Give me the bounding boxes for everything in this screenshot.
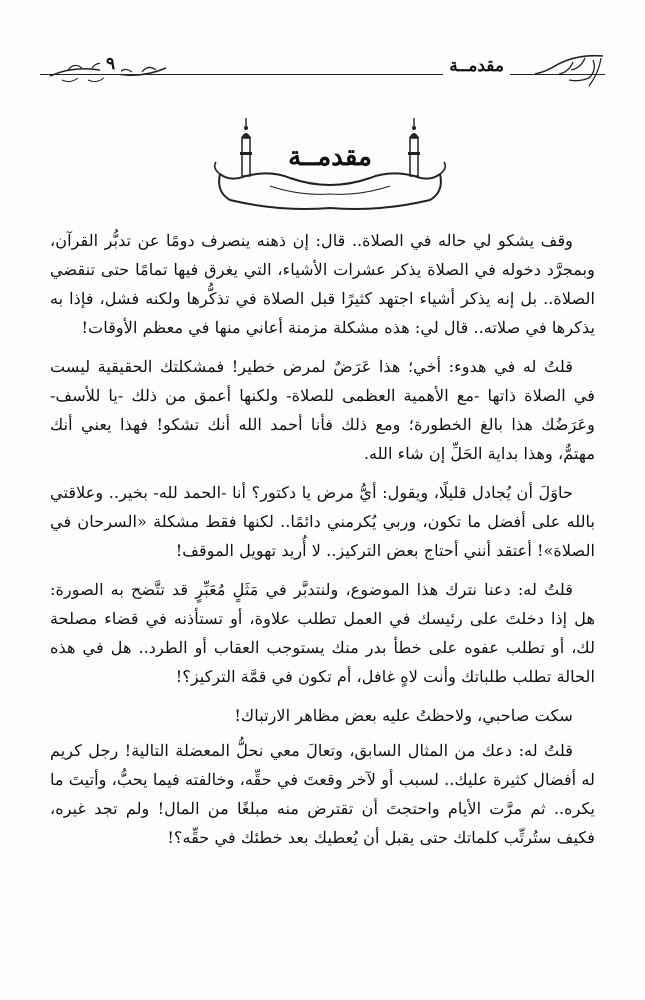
- paragraph: قلتُ له: دعنا نترك هذا الموضوع، ولنتدبَّر في مَثَلٍ مُعَبِّرٍ قد تتَّضح به الصورة: هل إذا دخلتَ على رئيسك في العمل تطلب علاوة، أو تستأذنه في قضاء مصلحة لك، أو تطلب عفوه على خطأ بدر منك يستوجب العقاب أو الطرد.. هل في هذه الحالة تطلب طلباتك وأنت لاهٍ غافل، أم تكون في قمَّة التركيز؟!: [50, 580, 595, 686]
- body-text: [50, 226, 595, 862]
- running-header: [40, 52, 605, 92]
- paragraph: قلتُ له: دعك من المثال السابق، وتعالَ معي نحلُّ المعضلة التالية! رجل كريم له أفضال كثيرة عليك.. لسبب أو لآخر وقعتَ في حقِّه، وخالفته فيما يحبُّ، وأتيتَ ما يكره.. ثم مرَّت الأيام واحتجتَ أن تقترض منه مبلغًا من المال! ولم تجد غيره، فكيف ستُرتِّب كلماتك حتى يقبل أن يُعطيك بعد خطئك في حقِّه؟!: [50, 741, 595, 847]
- paragraph: قلتُ له في هدوء: أخي؛ هذا عَرَضٌ لمرض خطير! فمشكلتك الحقيقية ليست في الصلاة ذاتها -مع الأهمية العظمى للصلاة- ولكنها أعمق من ذلك -يا للأسف- وعَرَضُك هذا بالغ الخطورة؛ ومع ذلك فأنا أحمد الله أنك تشكو! فهذا يعني أنك مهتمٌّ، وهذا بداية الحَلِّ إن شاء الله.: [50, 357, 595, 463]
- running-title: مقدمــة: [443, 56, 510, 76]
- paragraph: سكت صاحبي، ولاحظتُ عليه بعض مظاهر الارتباك!: [234, 706, 573, 725]
- paragraph: حاوَلَ أن يُجادل قليلًا، ويقول: أيُّ مرض يا دكتور؟ أنا -الحمد لله- بخير.. وعلاقتي بالله على أفضل ما تكون، وربي يُكرمني دائمًا.. لكنها فقط مشكلة «السرحان في الصلاة»! أعتقد أنني أحتاج بعض التركيز.. لا أُريد تهويل الموقف!: [50, 483, 595, 560]
- paragraph: وقف يشكو لي حاله في الصلاة.. قال: إن ذهنه ينصرف دومًا عن تدبُّر القرآن، وبمجرَّد دخوله في الصلاة يذكر عشرات الأشياء، التي يغرق فيها تمامًا حتى تنقضي الصلاة.. بل إنه يذكر أشياء اجتهد كثيرًا قبل الصلاة في تذكُّرها ولكنه فشل، فإذا به يذكرها في صلاته.. قال لي: هذه مشكلة مزمنة أعاني منها في معظم الأوقات!: [50, 231, 595, 337]
- page-number: ٩: [100, 54, 121, 74]
- leaf-corner-ornament-icon: [515, 52, 605, 92]
- chapter-title: مقدمــة: [288, 142, 372, 172]
- chapter-banner: [200, 112, 460, 222]
